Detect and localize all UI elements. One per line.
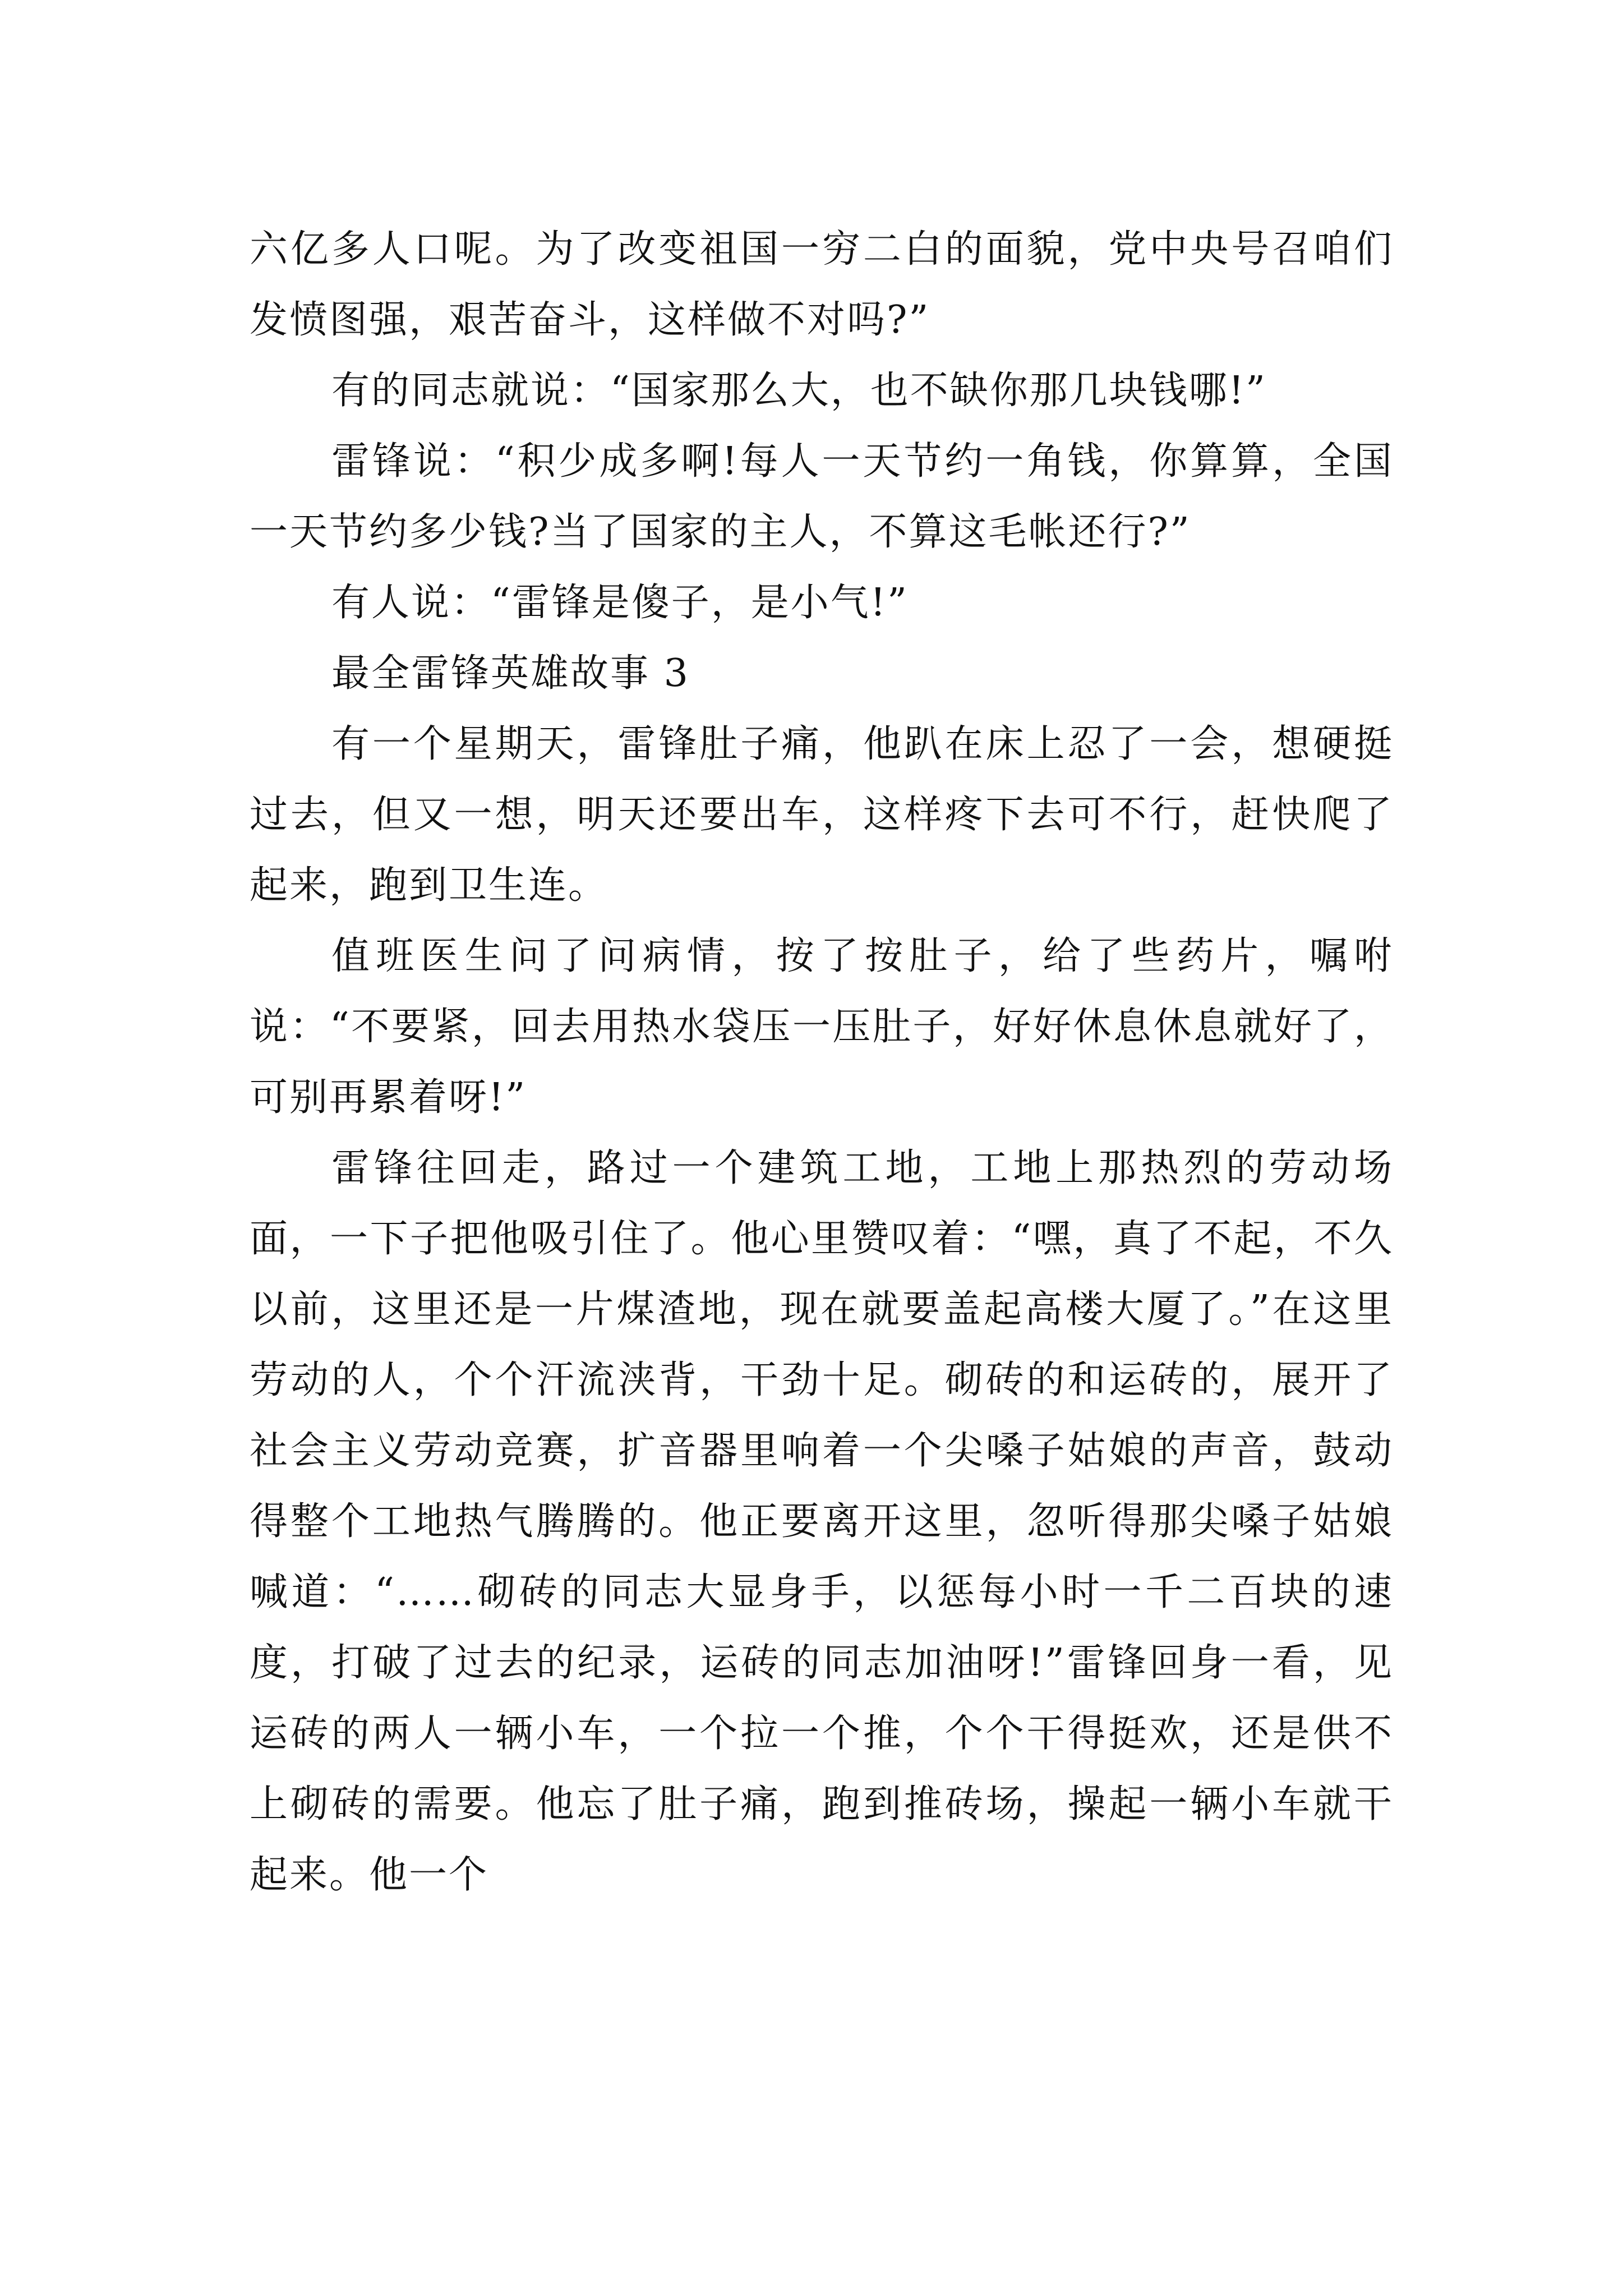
section-heading: 最全雷锋英雄故事 3 <box>331 651 690 696</box>
paragraph-4: 有人说：“雷锋是傻子，是小气!” <box>331 581 909 625</box>
paragraph-1: 六亿多人口呢。为了改变祖国一穷二白的面貌，党中央号召咱们发愤图强，艰苦奋斗，这样做不对吗?” <box>250 227 1394 342</box>
document-body <box>250 214 1394 1911</box>
paragraph-3: 雷锋说：“积少成多啊!每人一天节约一角钱，你算算，全国一天节约多少钱?当了国家的主人，不算这毛帐还行?” <box>250 439 1394 554</box>
paragraph-2: 有的同志就说：“国家那么大，也不缺你那几块钱哪!” <box>331 369 1267 413</box>
paragraph-7: 值班医生问了问病情，按了按肚子，给了些药片，嘱咐说：“不要紧，回去用热水袋压一压肚子，好好休息休息就好了，可别再累着呀!” <box>250 934 1394 1120</box>
paragraph-8: 雷锋往回走，路过一个建筑工地，工地上那热烈的劳动场面，一下子把他吸引住了。他心里赞叹着：“嘿，真了不起，不久以前，这里还是一片煤渣地，现在就要盖起高楼大厦了。”在这里劳动的人，个个汗流浃背，干劲十足。砌砖的和运砖的，展开了社会主义劳动竞赛，扩音器里响着一个尖嗓子姑娘的声音，鼓动得整个工地热气腾腾的。他正要离开这里，忽听得那尖嗓子姑娘喊道：“……砌砖的同志大显身手，以惩每小时一千二百块的速度，打破了过去的纪录，运砖的同志加油呀!”雷锋回身一看，见运砖的两人一辆小车，一个拉一个推，个个干得挺欢，还是供不上砌砖的需要。他忘了肚子痛，跑到推砖场，操起一辆小车就干起来。他一个 <box>250 1146 1394 1897</box>
paragraph-6: 有一个星期天，雷锋肚子痛，他趴在床上忍了一会，想硬挺过去，但又一想，明天还要出车，这样疼下去可不行，赶快爬了起来，跑到卫生连。 <box>250 722 1394 908</box>
